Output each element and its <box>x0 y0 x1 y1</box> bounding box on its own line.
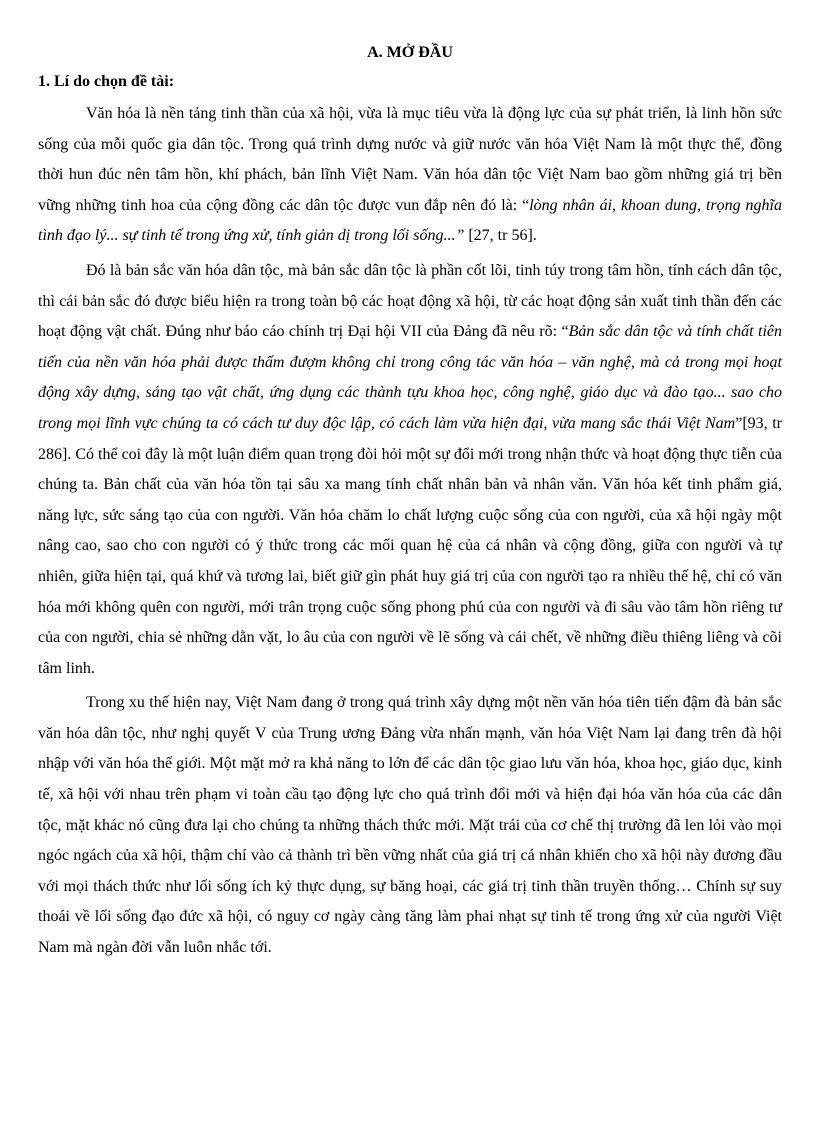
paragraph-2-text-b: ”[93, tr 286]. Có thể coi đây là một luận điểm quan trọng đòi hỏi một sự đổi mới trong nhận thức và hoạt động thực tiễn của chúng ta. Bản chất của văn hóa tồn tại sâu xa mang tính chất nhân bản và nhân văn. Văn hóa kết tinh phẩm giá, năng lực, sức sáng tạo của con người. Văn hóa chăm lo chất lượng cuộc sống của con người, của xã hội ngày một nâng cao, sao cho con người có ý thức trong các mối quan hệ của cá nhân và cộng đồng, giữa con người và tự nhiên, giữa hiện tại, quá khứ và tương lai, biết giữ gìn phát huy giá trị của con người tạo ra nhiều thế hệ, chỉ có văn hóa mới không quên con người, mới trân trọng cuộc sống phong phú của con người và đi sâu vào tâm hồn riêng tư của con người, chia sẻ những dằn vặt, lo âu của con người về lẽ sống và cái chết, về những điều thiêng liêng và cõi tâm linh. <box>38 414 782 677</box>
paragraph-1-quote: lòng nhân ái, khoan dung, trọng nghĩa tình đạo lý... sự tinh tế trong ứng xử, tính giản dị trong lối sống...” <box>38 196 783 245</box>
paragraph-3: Trong xu thế hiện nay, Việt Nam đang ở trong quá trình xây dựng một nền văn hóa tiên tiến đậm đà bản sắc văn hóa dân tộc, như nghị quyết V của Trung ương Đảng vừa nhấn mạnh, văn hóa Việt Nam lại đang trên đà hội nhập với văn hóa thế giới. Một mặt mở ra khả năng to lớn để các dân tộc giao lưu văn hóa, khoa học, giáo dục, kinh tế, xã hội với nhau trên phạm vi toàn cầu tạo động lực cho quá trình đổi mới và hiện đại hóa văn hóa của các dân tộc, mặt khác nó cũng đưa lại cho chúng ta những thách thức mới. Mặt trái của cơ chế thị trường đã len lỏi vào mọi ngóc ngách của xã hội, thậm chí vào cả thành trì bền vững nhất của giá trị cá nhân khiến cho xã hội này đương đầu với mọi thách thức như lối sống ích kỷ thực dụng, sự băng hoại, các giá trị tinh thần truyền thống… Chính sự suy thoái về lối sống đạo đức xã hội, có nguy cơ ngày càng tăng làm phai nhạt sự tinh tế trong ứng xử của người Việt Nam mà ngàn đời vẫn luôn nhắc tới. <box>38 694 782 957</box>
paragraph-1 <box>38 99 782 252</box>
subsection-heading: 1. Lí do chọn đề tài: <box>38 73 175 90</box>
paragraph-1-text-a: Văn hóa là nền tảng tinh thần của xã hội, vừa là mục tiêu vừa là động lực của sự phát triển, là linh hồn sức sống của mỗi quốc gia dân tộc. Trong quá trình dựng nước và giữ nước văn hóa Việt Nam là một thực thể, đồng thời hun đúc nên tâm hồn, khí phách, bản lĩnh Việt Nam. Văn hóa dân tộc Việt Nam bao gồm những giá trị bền vững những tinh hoa của cộng đồng các dân tộc được vun đắp nên đó là: “ <box>38 105 782 214</box>
paragraph-2-quote: Bản sắc dân tộc và tính chất tiên tiến của nền văn hóa phải được thấm đượm không chỉ trong công tác văn hóa – văn nghệ, mà cả trong mọi hoạt động xây dựng, sáng tạo vật chất, ứng dụng các thành tựu khoa học, công nghệ, giáo dục và đào tạo... sao cho trong mọi lĩnh vực chúng ta có cách tư duy độc lập, có cách làm vừa hiện đại, vừa mang sắc thái Việt Nam <box>38 323 782 432</box>
paragraph-2-text-a: Đó là bản sắc văn hóa dân tộc, mà bản sắc dân tộc là phần cốt lõi, tinh túy trong tâm hồn, tính cách dân tộc, thì cái bản sắc đó được biểu hiện ra trong toàn bộ các hoạt động xã hội, từ các hoạt động sản xuất tinh thần đến các hoạt động vật chất. Đúng như báo cáo chính trị Đại hội VII của Đảng đã nêu rõ: “ <box>38 261 782 341</box>
document-page <box>38 38 782 964</box>
paragraph-2 <box>38 256 782 684</box>
section-heading: A. MỞ ĐẦU <box>367 44 453 61</box>
paragraph-1-text-b: [27, tr 56]. <box>464 227 537 245</box>
